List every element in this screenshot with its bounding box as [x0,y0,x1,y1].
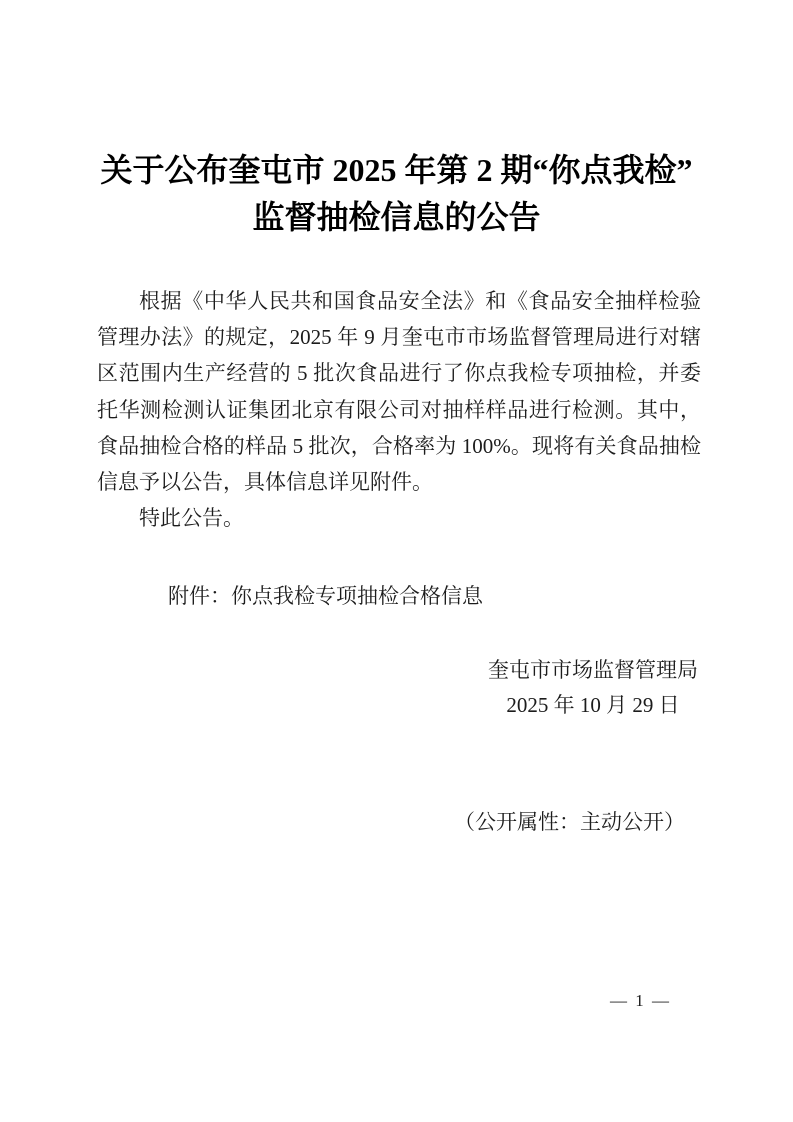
body-line: 托华测检测认证集团北京有限公司对抽样样品进行检测。其中， [97,397,701,422]
attachment-line: 附件：你点我检专项抽检合格信息 [168,584,483,608]
body-line: 信息予以公告，具体信息详见附件。 [97,469,433,494]
signature-date: 2025 年 10 月 29 日 [506,693,680,717]
signature-department: 奎屯市市场监督管理局 [488,658,698,682]
signature-block [486,657,700,718]
body-text [97,283,701,536]
body-line: 根据《中华人民共和国食品安全法》和《食品安全抽样检验 [139,289,701,313]
title-line-2: 监督抽检信息的公告 [252,199,541,235]
closing-line: 特此公告。 [139,506,244,531]
body-line: 区范围内生产经营的 5 批次食品进行了你点我检专项抽检，并委 [97,361,701,386]
title-line-1: 关于公布奎屯市 2025 年第 2 期“你点我检” [100,152,693,188]
body-line: 食品抽检合格的样品 5 批次，合格率为 100%。现将有关食品抽检 [97,433,701,458]
disclosure-note: （公开属性：主动公开） [454,810,685,834]
body-line: 管理办法》的规定，2025 年 9 月奎屯市市场监督管理局进行对辖 [97,325,701,350]
page-number: — 1 — [610,991,671,1010]
document-title [0,147,793,241]
